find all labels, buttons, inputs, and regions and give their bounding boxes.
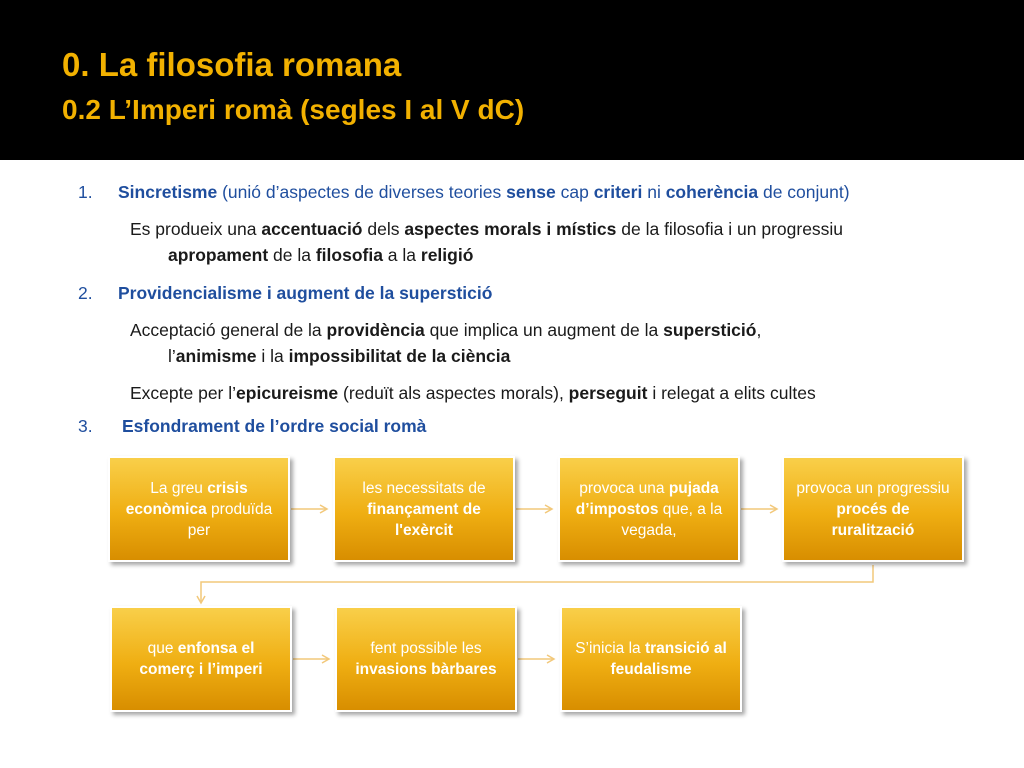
- point-number: 1.: [78, 182, 93, 202]
- point-number: 3.: [78, 416, 93, 436]
- slide-title: 0. La filosofia romana: [62, 46, 402, 83]
- point-heading: Esfondrament de l’ordre social romà: [122, 416, 427, 436]
- paragraph-2: Acceptació general de la providència que implica un augment de la superstició, l’animisme i la impossibilitat de la ciència: [130, 320, 762, 366]
- slide-subtitle: 0.2 L’Imperi romà (segles I al V dC): [62, 94, 525, 125]
- flow-box-economic-crisis: La greu crisis econòmica produïda per: [108, 456, 290, 562]
- flow-box-tax-increase: provoca una pujada d’impostos que, a la vegada,: [558, 456, 740, 562]
- point-rest: (unió d’aspectes de diverses teories sense cap criteri ni coherència de conjunt): [217, 182, 850, 202]
- point-heading: Sincretisme: [118, 182, 218, 202]
- point-number: 2.: [78, 283, 93, 303]
- point-heading: Providencialisme i augment de la superstició: [118, 283, 493, 303]
- flow-box-feudalism-transition: S’inicia la transició al feudalisme: [560, 606, 742, 712]
- paragraph-1: Es produeix una accentuació dels aspectes morals i místics de la filosofia i un progressiu apropament de la filosofia a la religió: [130, 219, 844, 265]
- flow-box-trade-collapse: que enfonsa el comerç i l’imperi: [110, 606, 292, 712]
- flow-box-barbarian-invasions: fent possible les invasions bàrbares: [335, 606, 517, 712]
- slide-body: [0, 160, 1024, 768]
- flow-box-army-financing: les necessitats de finançament de l'exèrcit: [333, 456, 515, 562]
- slide-header: [0, 0, 1024, 160]
- paragraph-3: Excepte per l’epicureisme (reduït als aspectes morals), perseguit i relegat a elits cultes: [130, 383, 816, 403]
- flow-box-ruralization: provoca un progressiu procés de ruralització: [782, 456, 964, 562]
